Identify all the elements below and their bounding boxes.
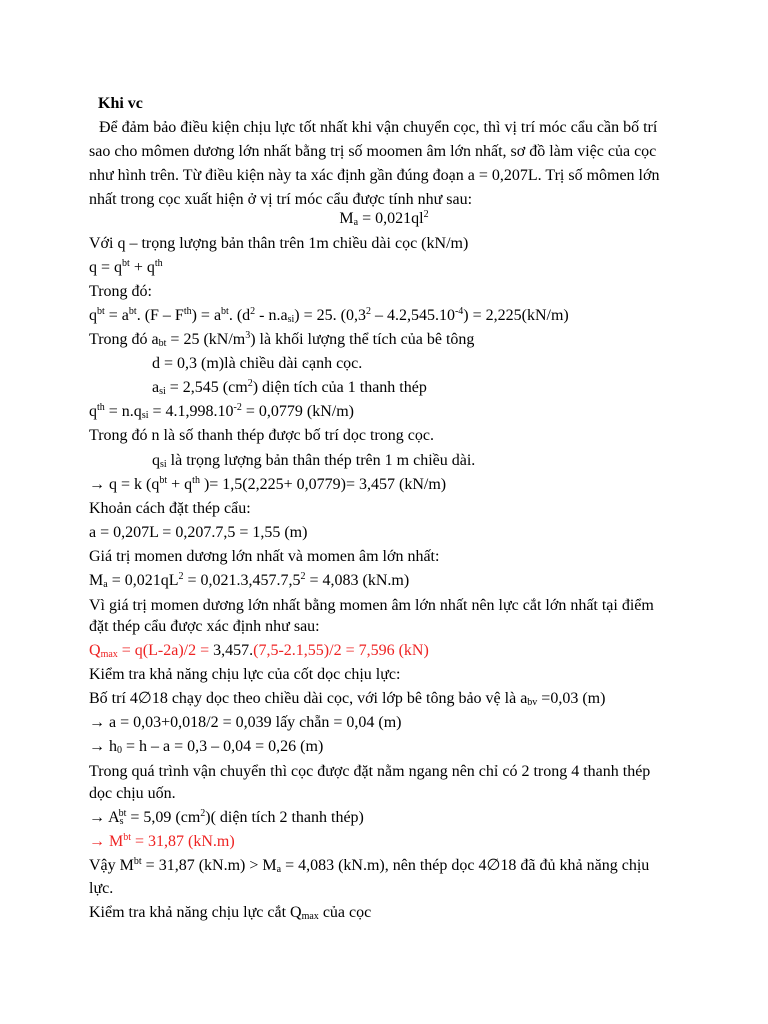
- formula-h0: → $h_0 = h - a = 0,3 - 0,04 = 0,26$ (m): [89, 738, 324, 756]
- formula-qmax: $Q_{max} = q(L-2a)/2 = 3,457.(7,5-2.1,55)/2 = 7,596$ (kN): [89, 642, 429, 660]
- text-line: Trong đó n là số thanh thép được bố trí dọc trong cọc.: [89, 427, 434, 444]
- text-line: Với q – trọng lượng bản thân trên 1m chiều dài cọc (kN/m): [89, 235, 469, 252]
- paragraph-line: Trong quá trình vận chuyển thì cọc được đặt nằm ngang nên chỉ có 2 trong 4 thanh thép: [89, 763, 651, 780]
- paragraph-line: như hình trên. Từ điều kiện này ta xác định gần đúng đoạn a = 0,207L. Trị số mômen lớn: [89, 167, 660, 184]
- section-heading: Khi vc: [98, 95, 143, 112]
- paragraph-line: nhất trong cọc xuất hiện ở vị trí móc cẩu được tính như sau:: [89, 191, 473, 208]
- formula-abt: Trong đó $a_{bt} = 25$ $(kN/m^3)$ là khối lượng thể tích của bê tông: [89, 330, 475, 349]
- text-line: → a = 0,03+0,018/2 = 0,039 lấy chẵn = 0,04 (m): [89, 714, 402, 731]
- text-line: d = 0,3 (m)là chiều dài cạnh cọc.: [152, 355, 363, 372]
- formula-qsi: $q_{si}$ là trọng lượng bản thân thép trên 1 m chiều dài.: [152, 452, 476, 470]
- formula-ma: $M_a = 0,021ql^2$: [339, 209, 429, 228]
- formula-mbt: → $M^{bt} = 31,87$ (kN.m): [89, 832, 235, 850]
- paragraph-line: Vì giá trị momen dương lớn nhất bằng momen âm lớn nhất nên lực cắt lớn nhất tại điểm: [89, 597, 654, 614]
- formula-qbt: $q^{bt} = a^{bt}$. $(F - F^{th}) = a^{bt}$. $(d^2 - n.a_{si}) = 25$. $(0,3^2 - 4.2,545.10^{-4}) = 2,225(kN/m)$: [89, 306, 569, 325]
- formula-qth: $q^{th} = n.q_{si} = 4.1,998.10^{-2} = 0,0779$ (kN/m): [89, 402, 354, 421]
- formula-asi: $a_{si} = 2,545$ $(cm^2)$ diện tích của 1 thanh thép: [152, 378, 427, 397]
- formula-as: → $A_s^{bt} = 5,09$ $(cm^2)$( diện tích 2 thanh thép): [89, 808, 364, 827]
- formula-qk: → q = k ($q^{bt} + q^{th}$ )= 1,5(2,225+ 0,0779)= 3,457 (kN/m): [89, 475, 447, 493]
- formula-botri: Bố trí 4∅18 chạy dọc theo chiều dài cọc, với lớp bê tông bảo vệ là $a_{bv} =0,03$ (m): [89, 690, 606, 708]
- text-line: Giá trị momen dương lớn nhất và momen âm lớn nhất:: [89, 548, 440, 565]
- paragraph-line: sao cho mômen dương lớn nhất bằng trị số moomen âm lớn nhất, sơ đồ làm việc của cọc: [89, 143, 657, 160]
- formula-kiemtra-qmax: Kiểm tra khả năng chịu lực cắt $Q_{max}$ của cọc: [89, 904, 372, 922]
- formula-q: $q = q^{bt} + q^{th}$: [89, 258, 163, 276]
- text-line: Khoản cách đặt thép cẩu:: [89, 500, 251, 517]
- text-line: Trong đó:: [89, 283, 152, 300]
- text-line: a = 0,207L = 0,207.7,5 = 1,55 (m): [89, 524, 308, 541]
- text-line: Kiểm tra khả năng chịu lực của cốt dọc chịu lực:: [89, 666, 401, 683]
- paragraph-line: Để đảm bảo điều kiện chịu lực tốt nhất khi vận chuyển cọc, thì vị trí móc cẩu cần bố trí: [99, 119, 658, 136]
- formula-conclusion: Vậy $M^{bt} = 31,87$ $(kN.m) > M_a = 4,083$ (kN.m), nên thép dọc 4∅18 đã đủ khả năng chịu: [89, 856, 650, 875]
- text-line: lực.: [89, 880, 114, 897]
- paragraph-line: dọc chịu uốn.: [89, 785, 176, 802]
- formula-ma2: $M_a = 0,021qL^2 = 0,021.3,457.7,5^2 = 4,083$ (kN.m): [89, 571, 410, 590]
- paragraph-line: đặt thép cẩu được xác định như sau:: [89, 618, 320, 635]
